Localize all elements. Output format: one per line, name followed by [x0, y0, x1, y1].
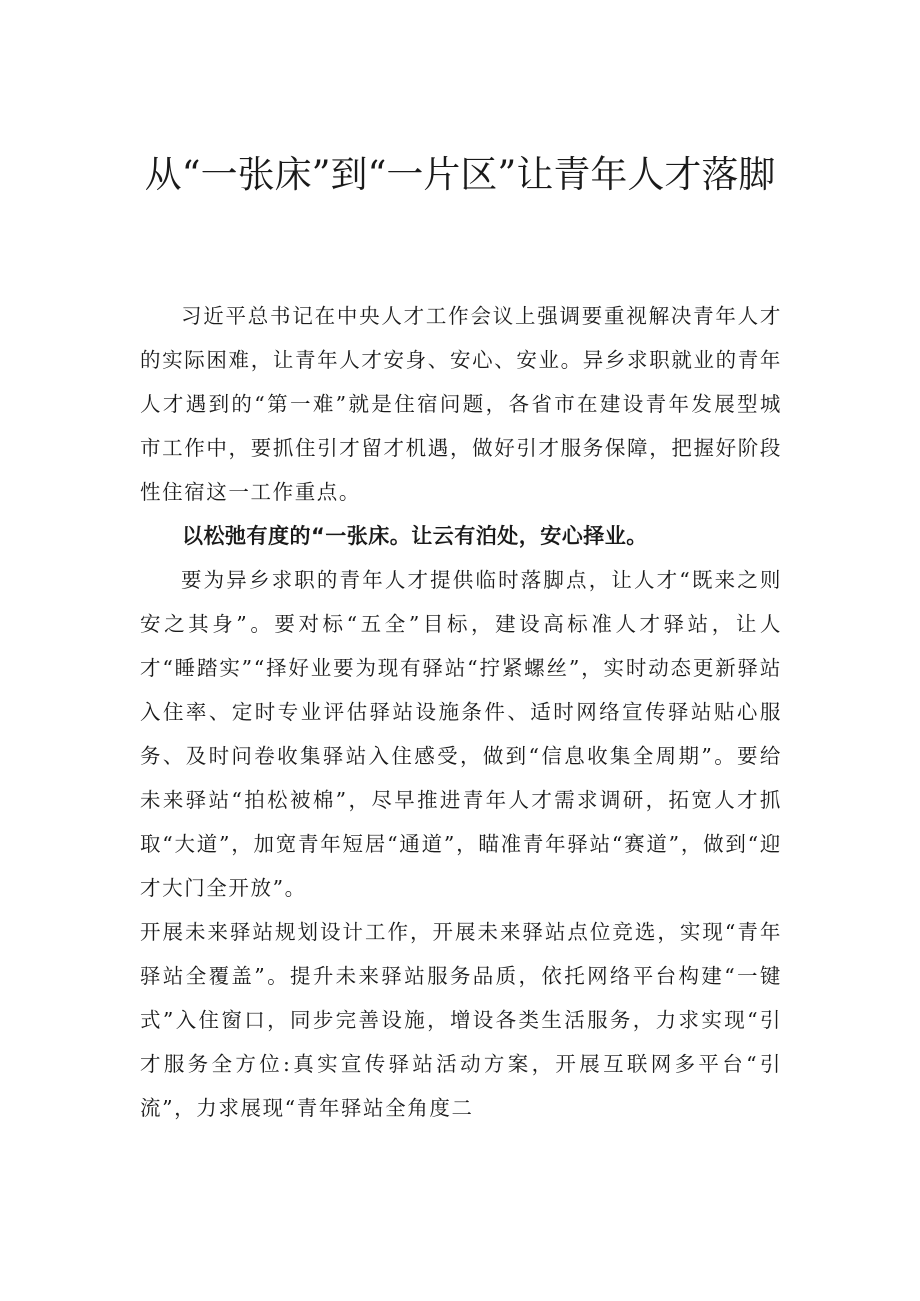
- document-title: 从“一张床”到“一片区”让青年人才落脚: [144, 153, 776, 196]
- document-body: [140, 294, 782, 1130]
- paragraph-station: 要为异乡求职的青年人才提供临时落脚点，让人才“既来之则安之其身”。要对标“五全”目标，建设高标准人才驿站，让人才“睡踏实”“择好业要为现有驿站“拧紧螺丝”，实时动态更新驿站入住率、定时专业评估驿站设施条件、适时网络宣传驿站贴心服务、及时问卷收集驿站入住感受，做到“信息收集全周期”。要给未来驿站“拍松被棉”，尽早推进青年人才需求调研，拓宽人才抓取“大道”，加宽青年短居“通道”，瞄准青年驿站“赛道”，做到“迎才大门全开放”。: [140, 568, 782, 900]
- section-heading: 以松弛有度的“一张床。让云有泊处，安心择业。: [182, 524, 648, 548]
- paragraph-future-station: 开展未来驿站规划设计工作，开展未来驿站点位竞选，实现“青年驿站全覆盖”。提升未来驿站服务品质，依托网络平台构建“一键式”入住窗口，同步完善设施，增设各类生活服务，力求实现“引才服务全方位:真实宣传驿站活动方案，开展互联网多平台“引流”，力求展现“青年驿站全角度二: [140, 920, 782, 1120]
- paragraph-intro: 习近平总书记在中央人才工作会议上强调要重视解决青年人才的实际困难，让青年人才安身、安心、安业。异乡求职就业的青年人才遇到的“第一难”就是住宿问题，各省市在建设青年发展型城市工作中，要抓住引才留才机遇，做好引才服务保障，把握好阶段性住宿这一工作重点。: [140, 304, 782, 504]
